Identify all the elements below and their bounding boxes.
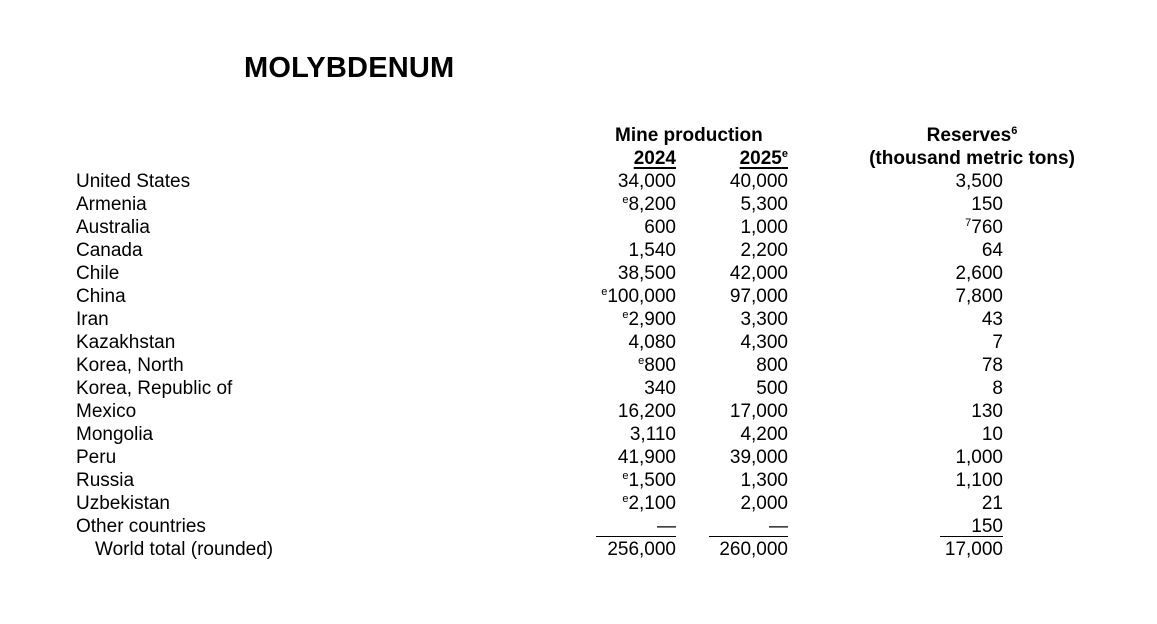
production-2024-value: 100,000: [607, 286, 676, 307]
production-2025: [702, 216, 788, 239]
year-2024-header: [598, 147, 676, 170]
country-name: Canada: [76, 240, 143, 261]
reserves-value: 2,600: [955, 263, 1003, 284]
production-2024-footnote: e: [638, 355, 645, 367]
production-2024-value: 3,110: [629, 424, 676, 445]
reserves: [920, 262, 1003, 285]
production-2025: [702, 515, 788, 538]
mine-production-header: Mine production: [615, 125, 763, 146]
production-2024: [590, 446, 676, 469]
table-row: [0, 216, 1157, 239]
production-2025: [702, 331, 788, 354]
total-2024-value: 256,000: [607, 539, 676, 560]
table-row: [0, 354, 1157, 377]
production-2024-footnote: e: [622, 493, 629, 505]
production-2025-value: 40,000: [729, 171, 788, 192]
total-rule-2025: [709, 536, 788, 537]
production-2025: [702, 170, 788, 193]
reserves-unit-header: (thousand metric tons): [869, 148, 1075, 169]
production-2025-value: 4,200: [740, 424, 788, 445]
production-2025: [702, 423, 788, 446]
production-2025: [702, 377, 788, 400]
production-2024: [590, 308, 676, 331]
production-2025-value: 4,300: [740, 332, 788, 353]
reserves: [920, 216, 1003, 239]
production-2025-value: 17,000: [729, 401, 788, 422]
production-2025: [702, 469, 788, 492]
production-2025: [702, 239, 788, 262]
production-2025-value: 1,000: [740, 217, 788, 238]
reserves: [920, 239, 1003, 262]
year-2025-header: [710, 147, 788, 170]
estimate-marker: e: [781, 148, 788, 160]
reserves: [920, 354, 1003, 377]
reserves: [920, 285, 1003, 308]
production-2024-value: 2,900: [628, 309, 676, 330]
country-name: Chile: [76, 263, 120, 284]
reserves: [920, 193, 1003, 216]
production-2024-footnote: e: [622, 194, 629, 206]
country-name: China: [76, 286, 126, 307]
country-name: Russia: [76, 470, 135, 491]
country-name: Uzbekistan: [76, 493, 170, 514]
country-name: Peru: [76, 447, 117, 468]
production-2024: [590, 285, 676, 308]
production-2024-value: 41,900: [617, 447, 676, 468]
production-2024: [590, 331, 676, 354]
reserves-value: 8: [992, 378, 1003, 399]
reserves: [920, 492, 1003, 515]
reserves-value: 130: [971, 401, 1003, 422]
reserves-footnote: 7: [965, 217, 972, 229]
year-2024-label: 2024: [633, 148, 676, 169]
reserves-label: Reserves: [926, 125, 1012, 146]
production-2025-value: 42,000: [729, 263, 788, 284]
production-2024-value: 4,080: [628, 332, 676, 353]
country-name: Iran: [76, 309, 109, 330]
country-name: Korea, Republic of: [76, 378, 233, 399]
production-2025-value: 800: [756, 355, 788, 376]
country-name: Mongolia: [76, 424, 154, 445]
table-row: [0, 308, 1157, 331]
total-reserves: [920, 538, 1003, 561]
table-row: [0, 469, 1157, 492]
reserves-value: 7: [992, 332, 1003, 353]
year-2025-label: 2025: [739, 148, 782, 169]
production-2025: [702, 285, 788, 308]
reserves: [920, 308, 1003, 331]
production-2025: [702, 354, 788, 377]
page-title: MOLYBDENUM: [244, 52, 455, 84]
total-2025-value: 260,000: [719, 539, 788, 560]
production-2025: [702, 262, 788, 285]
table-row: [0, 446, 1157, 469]
reserves: [920, 446, 1003, 469]
reserves: [920, 377, 1003, 400]
production-2024-footnote: e: [601, 286, 608, 298]
production-2025-value: 500: [756, 378, 788, 399]
reserves: [920, 331, 1003, 354]
production-2025: [702, 446, 788, 469]
production-2024-footnote: e: [622, 470, 629, 482]
production-2024-value: 600: [644, 217, 676, 238]
production-2024: [590, 469, 676, 492]
production-2024: [590, 193, 676, 216]
production-2024: [590, 216, 676, 239]
country-name: Australia: [76, 217, 150, 238]
world-total-label: World total (rounded): [95, 539, 274, 560]
production-2024-value: 34,000: [617, 171, 676, 192]
production-2024: [590, 515, 676, 538]
total-2024: [590, 538, 676, 561]
production-2024-footnote: e: [622, 309, 629, 321]
world-total-row: [0, 538, 1157, 561]
production-2024-value: —: [657, 516, 676, 537]
country-name: Mexico: [76, 401, 137, 422]
production-2024-value: 16,200: [617, 401, 676, 422]
table-row: [0, 423, 1157, 446]
reserves-value: 64: [981, 240, 1003, 261]
reserves: [920, 469, 1003, 492]
production-2025-value: 1,300: [740, 470, 788, 491]
reserves: [920, 515, 1003, 538]
reserves: [920, 400, 1003, 423]
production-2025: [702, 308, 788, 331]
country-name: United States: [76, 171, 191, 192]
production-2024: [590, 400, 676, 423]
production-2025: [702, 400, 788, 423]
reserves: [920, 170, 1003, 193]
reserves-value: 3,500: [955, 171, 1003, 192]
reserves-value: 1,100: [955, 470, 1003, 491]
production-2025-value: 97,000: [729, 286, 788, 307]
reserves-value: 21: [981, 493, 1003, 514]
table-row: [0, 492, 1157, 515]
country-name: Armenia: [76, 194, 147, 215]
production-2025: [702, 193, 788, 216]
reserves-value: 7,800: [955, 286, 1003, 307]
reserves-value: 760: [971, 217, 1003, 238]
reserves: [920, 423, 1003, 446]
production-2024-value: 1,540: [628, 240, 676, 261]
reserves-value: 43: [981, 309, 1003, 330]
production-2024: [590, 262, 676, 285]
table-row: [0, 239, 1157, 262]
production-2025-value: 3,300: [740, 309, 788, 330]
production-2024: [590, 423, 676, 446]
table-row: [0, 193, 1157, 216]
production-2024: [590, 492, 676, 515]
production-2024-value: 8,200: [628, 194, 676, 215]
reserves-header: [858, 124, 1086, 147]
production-2024: [590, 354, 676, 377]
table-row: [0, 170, 1157, 193]
table-row: [0, 285, 1157, 308]
production-2025: [702, 492, 788, 515]
total-2025: [702, 538, 788, 561]
country-name: Kazakhstan: [76, 332, 176, 353]
reserves-footnote-marker: 6: [1011, 125, 1018, 137]
production-2024-value: 2,100: [628, 493, 676, 514]
production-2024: [590, 170, 676, 193]
table-row: [0, 377, 1157, 400]
production-2025-value: 2,000: [740, 493, 788, 514]
table-row: [0, 400, 1157, 423]
total-rule-2024: [596, 536, 676, 537]
production-2024-value: 38,500: [617, 263, 676, 284]
production-2024-value: 800: [644, 355, 676, 376]
total-rule-reserves: [940, 536, 1003, 537]
production-2024-value: 1,500: [628, 470, 676, 491]
production-2025-value: 39,000: [729, 447, 788, 468]
country-name: Korea, North: [76, 355, 184, 376]
production-2025-value: 5,300: [740, 194, 788, 215]
production-2025-value: —: [769, 516, 788, 537]
production-2025-value: 2,200: [740, 240, 788, 261]
production-table: [0, 170, 1157, 561]
country-name: Other countries: [76, 516, 206, 537]
table-row: [0, 515, 1157, 538]
reserves-value: 78: [981, 355, 1003, 376]
production-2024: [590, 239, 676, 262]
reserves-value: 150: [971, 194, 1003, 215]
reserves-value: 10: [981, 424, 1003, 445]
table-row: [0, 331, 1157, 354]
production-2024-value: 340: [644, 378, 676, 399]
total-reserves-value: 17,000: [944, 539, 1003, 560]
table-row: [0, 262, 1157, 285]
reserves-value: 1,000: [955, 447, 1003, 468]
production-2024: [590, 377, 676, 400]
reserves-value: 150: [971, 516, 1003, 537]
